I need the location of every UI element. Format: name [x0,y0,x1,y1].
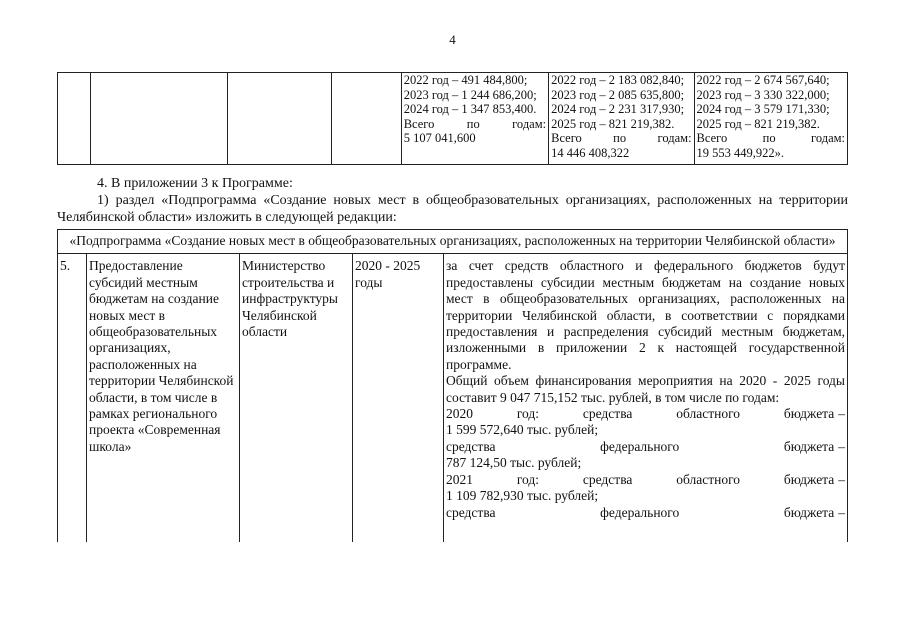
funding-line-text: 787 124,50 тыс. рублей; [446,455,582,471]
funding-line: Всего по годам: [403,116,547,131]
table-cell [58,73,91,165]
table-cell [331,73,401,165]
description-paragraph: за счет средств областного и федерального бюджетов будут предоставлены субсидии местным бюджетам на создание новых мест в общеобразовательных организациях, расположенных на территории Челябинской области, в соответствии с порядками предоставления и распределения субсидий местным бюджетам, изложенными в приложении 2 к настоящей государственной программе. [446,258,845,372]
funding-line: 2022 год – 2 183 082,840; [551,73,685,87]
funding-line: 2024 год – 3 579 171,330; [696,102,830,116]
funding-line [446,505,845,521]
row-number: 5. [58,254,87,543]
funding-line: Всего по годам: [696,131,845,145]
funding-line [446,439,845,455]
funding-line [446,488,845,504]
funding-line: 2022 год – 491 484,800; [403,73,528,87]
funding-line: 2023 год – 1 244 686,200; [403,87,537,102]
description-paragraph: Общий объем финансирования мероприятия на 2020 - 2025 годы составит 9 047 715,152 тыс. рублей, в том числе по годам: [446,373,845,405]
paragraph-item-4: 4. В приложении 3 к Программе: [97,176,293,191]
subprogram-title: «Подпрограмма «Создание новых мест в общеобразовательных организациях, расположенных на территории Челябинской области» [58,230,848,254]
funding-line-text: средства федерального бюджета [446,438,835,454]
table-cell [90,73,228,165]
funding-line-text: 2020 год: средства областного бюджета [446,406,835,422]
dash: – [838,438,845,454]
table-cell-year-c [694,73,847,165]
funding-line: 2023 год – 2 085 635,800; [551,87,685,102]
subprogram-table [57,229,848,542]
dash: – [838,471,845,487]
funding-line [446,406,845,422]
funding-line [446,455,845,471]
funding-line-text: 1 599 572,640 тыс. рублей; [446,422,599,438]
funding-line [446,472,845,488]
dash: – [838,406,845,422]
funding-line [446,422,845,438]
measure-description [444,254,848,543]
table-cell-year-b [549,73,694,165]
funding-lines [446,406,845,521]
funding-line: Всего по годам: [551,131,692,145]
measure-name: Предоставление субсидий местным бюджетам на создание новых мест в общеобразовательных организациях, расположенных на территории Челябинской области, в том числе в рамках регионального проекта «Современная школа» [87,254,240,543]
table-cell-year-a [401,73,548,165]
table-cell [228,73,331,165]
funding-line: 5 107 041,600 [403,131,476,145]
funding-line: 2024 год – 2 231 317,930; [551,102,685,116]
funding-line: 19 553 449,922». [696,145,785,160]
funding-line-text: 1 109 782,930 тыс. рублей; [446,488,599,504]
funding-line-text: средства федерального бюджета [446,504,835,520]
page-number: 4 [449,32,456,47]
funding-line: 2024 год – 1 347 853,400. [403,102,537,116]
funding-line: 2025 год – 821 219,382. [551,116,675,131]
funding-line-text: 2021 год: средства областного бюджета [446,471,835,487]
funding-line: 2022 год – 2 674 567,640; [696,73,830,87]
funding-line: 2025 год – 821 219,382. [696,116,820,131]
executor: Министерство строительства и инфраструктуры Челябинской области [240,254,353,543]
paragraph-item-4-1: 1) раздел «Подпрограмма «Создание новых мест в общеобразовательных организациях, расположенных на территории Челябинской области» изложить в следующей редакции: [57,193,848,225]
funding-line: 14 446 408,322 [551,145,630,160]
table-row [58,73,848,165]
dash: – [838,504,845,520]
table-row [58,254,848,543]
continuation-table [57,72,848,165]
funding-line: 2023 год – 3 330 322,000; [696,87,830,102]
table-header-row [58,230,848,254]
period: 2020 - 2025 годы [353,254,444,543]
